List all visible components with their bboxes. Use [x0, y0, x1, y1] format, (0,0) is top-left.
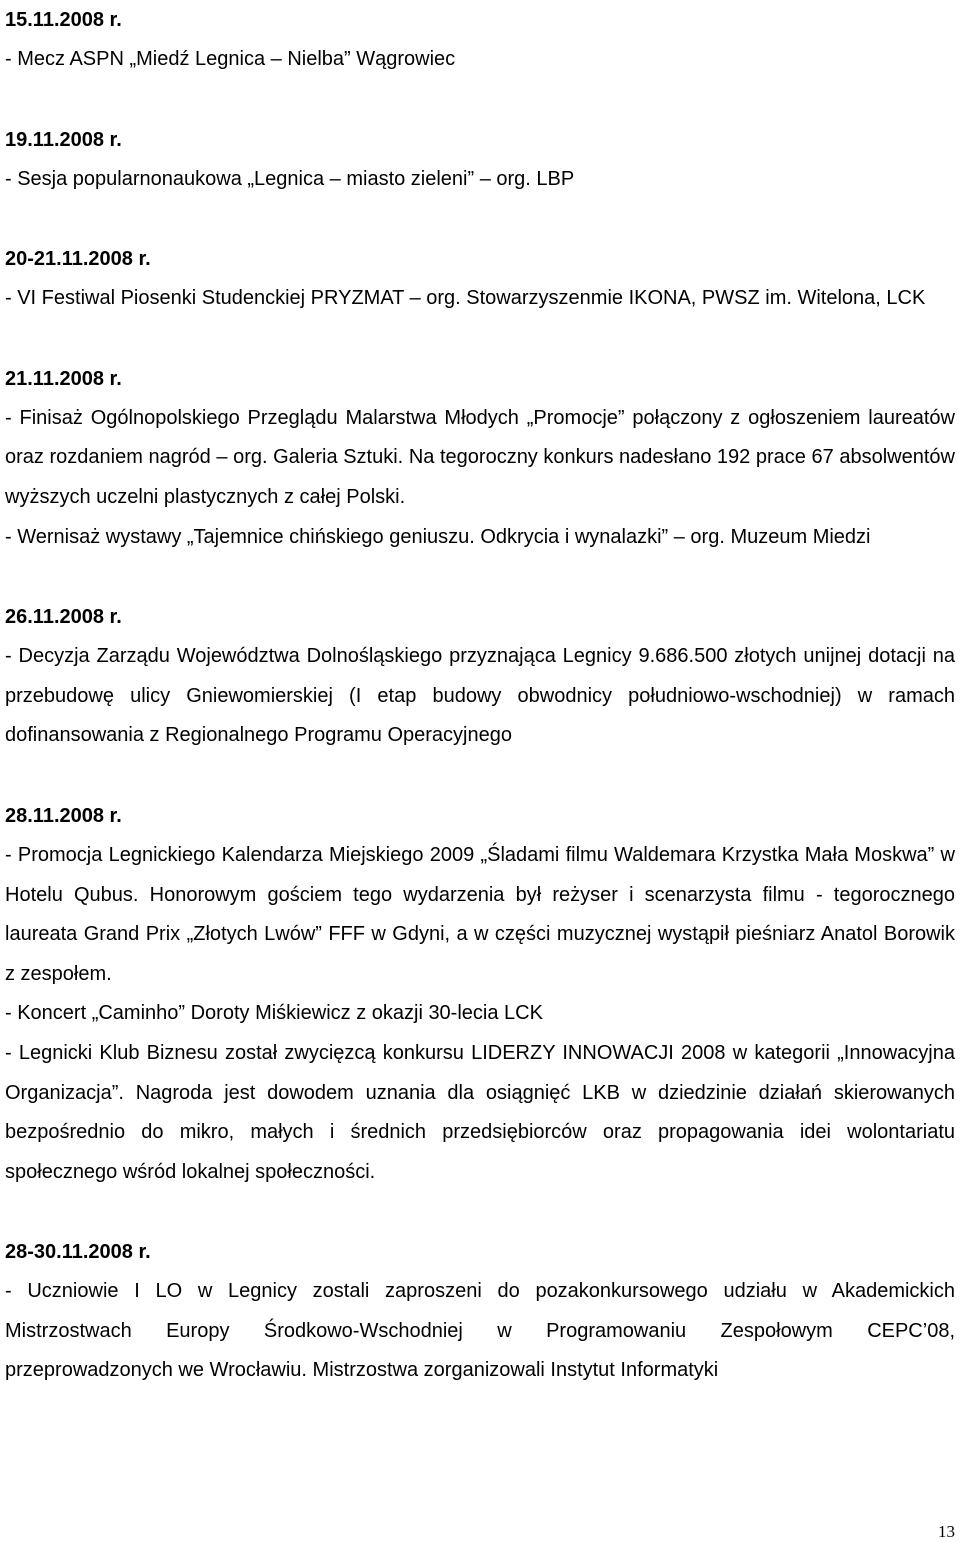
entry-date: 19.11.2008 r. [5, 128, 122, 151]
entry-item: - Wernisaż wystawy „Tajemnice chińskiego geniuszu. Odkrycia i wynalazki” – org. Muzeum Miedzi [5, 525, 871, 548]
entry-item: - Finisaż Ogólnopolskiego Przeglądu Malarstwa Młodych „Promocje” połączony z ogłoszeniem laureatów oraz rozdaniem nagród – org. Galeria Sztuki. Na tegoroczny konkurs nadesłano 192 prace 67 absolwentów wyższych uczelni plastycznych z całej Polski. [5, 406, 955, 508]
entry-21-11 [5, 359, 955, 557]
entry-item: - Mecz ASPN „Miedź Legnica – Nielba” Wągrowiec [5, 48, 456, 70]
entry-item: - Decyzja Zarządu Województwa Dolnośląskiego przyznająca Legnicy 9.686.500 złotych unijnej dotacji na przebudowę ulicy Gniewomierskiej (I etap budowy obwodnicy południowo-wschodniej) w ramach dofinansowania z Regionalnego Programu Operacyjnego [5, 645, 955, 747]
spacer [5, 80, 955, 120]
entry-28-11 [5, 796, 955, 1192]
spacer [5, 1192, 955, 1232]
entry-19-11 [5, 120, 955, 200]
entry-item: - VI Festiwal Piosenki Studenckiej PRYZMAT – org. Stowarzyszenmie IKONA, PWSZ im. Witelona, LCK [5, 287, 926, 310]
spacer [5, 199, 955, 239]
entry-date: 15.11.2008 r. [5, 9, 122, 31]
entry-date: 28-30.11.2008 r. [5, 1241, 151, 1264]
entry-date: 26.11.2008 r. [5, 606, 122, 629]
entry-date: 28.11.2008 r. [5, 804, 122, 827]
entry-20-21-11 [5, 239, 955, 319]
entry-28-30-11 [5, 1232, 955, 1391]
document-page [5, 0, 955, 1391]
entry-item: - Koncert „Caminho” Doroty Miśkiewicz z okazji 30-lecia LCK [5, 1002, 543, 1025]
entry-26-11 [5, 597, 955, 756]
entry-item: - Sesja popularnonaukowa „Legnica – miasto zieleni” – org. LBP [5, 167, 575, 190]
spacer [5, 319, 955, 359]
spacer [5, 756, 955, 796]
entry-item: - Promocja Legnickiego Kalendarza Miejskiego 2009 „Śladami filmu Waldemara Krzystka Mała Moskwa” w Hotelu Qubus. Honorowym gościem tego wydarzenia był reżyser i scenarzysta filmu - tegorocznego laureata Grand Prix „Złotych Lwów” FFF w Gdyni, a w części muzycznej wystąpił pieśniarz Anatol Borowik z zespołem. [5, 843, 955, 985]
entry-date: 21.11.2008 r. [5, 367, 122, 390]
page-number: 13 [938, 1522, 955, 1541]
entry-date: 20-21.11.2008 r. [5, 248, 151, 271]
spacer [5, 557, 955, 597]
entry-item: - Legnicki Klub Biznesu został zwycięzcą konkursu LIDERZY INNOWACJI 2008 w kategorii „Innowacyjna Organizacja”. Nagroda jest dowodem uznania dla osiągnięć LKB w dziedzinie działań skierowanych bezpośrednio do mikro, małych i średnich przedsiębiorców oraz propagowania idei wolontariatu społecznego wśród lokalnej społeczności. [5, 1041, 955, 1183]
entry-15-11 [5, 0, 955, 80]
entry-item: - Uczniowie I LO w Legnicy zostali zaproszeni do pozakonkursowego udziału w Akademickich Mistrzostwach Europy Środkowo-Wschodniej w Programowaniu Zespołowym CEPC’08, przeprowadzonych we Wrocławiu. Mistrzostwa zorganizowali Instytut Informatyki [5, 1280, 955, 1382]
